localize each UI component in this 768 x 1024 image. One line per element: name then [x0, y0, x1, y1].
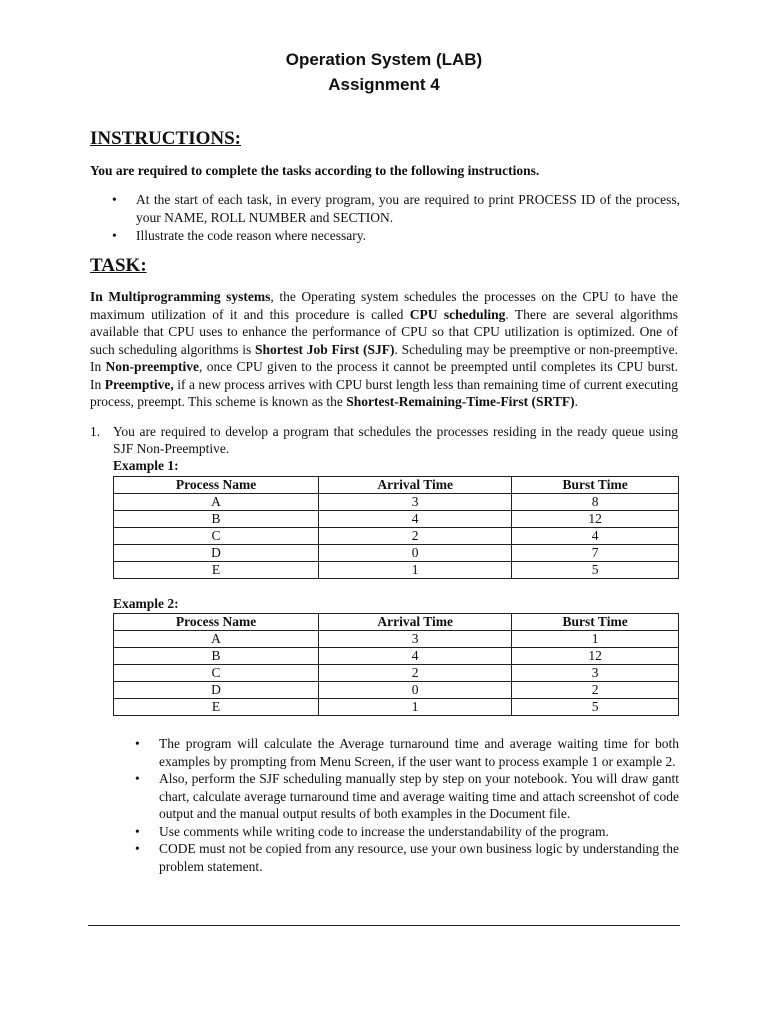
example1-label: Example 1:: [113, 458, 179, 473]
task-heading: TASK:: [90, 255, 147, 276]
term-cpu-scheduling: CPU scheduling: [409, 306, 506, 322]
column-header: Arrival Time: [319, 477, 512, 494]
table-cell: 7: [512, 545, 679, 562]
task-paragraph: [90, 288, 678, 411]
table-cell: 8: [512, 494, 679, 511]
table-cell: 0: [319, 682, 512, 699]
table-cell: 12: [512, 648, 679, 665]
table-row: [114, 648, 679, 665]
table-cell: 5: [512, 562, 679, 579]
notes-list: [133, 735, 679, 875]
table-cell: 2: [319, 665, 512, 682]
table-cell: 1: [319, 562, 512, 579]
task-text: . There are several algorithms available that CPU uses to enhance the performance of CPU so that CPU utilization is optimized. One of such scheduling algorithms is: [90, 306, 678, 357]
table-row: [114, 545, 679, 562]
document-subtitle: Assignment 4: [328, 75, 440, 94]
table-cell: E: [114, 562, 319, 579]
table-cell: 2: [319, 528, 512, 545]
table-cell: 1: [512, 631, 679, 648]
term-preemptive: Preemptive,: [104, 376, 174, 392]
table-row: [114, 511, 679, 528]
term-sjf: Shortest Job First (SJF): [255, 341, 395, 357]
task-text: . Scheduling may be preemptive or non-preemptive. In: [90, 341, 678, 374]
table-row: [114, 562, 679, 579]
term-multiprogramming: In Multiprogramming systems: [90, 289, 271, 304]
example2-label: Example 2:: [113, 596, 179, 611]
example2-table: [113, 613, 679, 716]
item-number: 1.: [90, 424, 101, 439]
table-cell: 12: [512, 511, 679, 528]
table-row: [114, 631, 679, 648]
column-header: Process Name: [114, 614, 319, 631]
table-cell: 3: [512, 665, 679, 682]
column-header: Burst Time: [512, 477, 679, 494]
table-cell: 5: [512, 699, 679, 716]
instructions-heading: INSTRUCTIONS:: [90, 128, 241, 149]
table-cell: 4: [319, 648, 512, 665]
footer-rule: [88, 925, 680, 926]
example1-table: [113, 476, 679, 579]
table-cell: 4: [319, 511, 512, 528]
instructions-list: [110, 191, 680, 245]
note-item: • Use comments while writing code to increase the understandability of the program.: [133, 823, 679, 841]
table-cell: 1: [319, 699, 512, 716]
table-cell: C: [114, 528, 319, 545]
table-cell: 2: [512, 682, 679, 699]
instruction-item: • At the start of each task, in every program, you are required to print PROCESS ID of the process, your NAME, ROLL NUMBER and SECTION.: [110, 191, 680, 227]
table-cell: 3: [319, 494, 512, 511]
column-header: Burst Time: [512, 614, 679, 631]
table-header-row: [114, 614, 679, 631]
table-cell: B: [114, 648, 319, 665]
note-item: • CODE must not be copied from any resource, use your own business logic by understanding the problem statement.: [133, 840, 679, 875]
note-item: • Also, perform the SJF scheduling manually step by step on your notebook. You will draw gantt chart, calculate average turnaround time and average waiting time and attach screenshot of code output and the manual output results of both examples in the Document file.: [133, 770, 679, 823]
table-row: [114, 699, 679, 716]
document-title: Operation System (LAB): [285, 50, 483, 69]
table-cell: A: [114, 494, 319, 511]
task-text: if a new process arrives with CPU burst length less than remaining time of current executing process, preempt. This scheme is known as the: [90, 376, 679, 409]
table-header-row: [114, 477, 679, 494]
term-srtf: Shortest-Remaining-Time-First (SRTF): [346, 394, 575, 409]
column-header: Process Name: [114, 477, 319, 494]
column-header: Arrival Time: [319, 614, 512, 631]
instructions-lead: You are required to complete the tasks according to the following instructions.: [90, 163, 540, 178]
table-row: [114, 682, 679, 699]
table-cell: B: [114, 511, 319, 528]
instruction-item: • Illustrate the code reason where necessary.: [110, 227, 680, 245]
task-text: , the Operating system schedules the processes on the CPU to have the maximum utilization of it and this procedure is called: [90, 289, 678, 322]
task-text: , once CPU given to the process it cannot be preempted until completes its CPU burst. In: [90, 359, 679, 392]
note-item: • The program will calculate the Average turnaround time and average waiting time for both examples by prompting from Menu Screen, if the user want to process example 1 or example 2.: [133, 735, 679, 770]
table-cell: D: [114, 682, 319, 699]
table-cell: E: [114, 699, 319, 716]
table-row: [114, 494, 679, 511]
table-cell: C: [114, 665, 319, 682]
term-non-preemptive: Non-preemptive: [105, 359, 200, 374]
table-row: [114, 528, 679, 545]
task-item-1: [90, 423, 678, 457]
table-cell: 4: [512, 528, 679, 545]
table-cell: 0: [319, 545, 512, 562]
table-cell: A: [114, 631, 319, 648]
item-text: You are required to develop a program that schedules the processes residing in the ready queue using SJF Non-Preemptive.: [113, 424, 678, 456]
table-cell: D: [114, 545, 319, 562]
table-row: [114, 665, 679, 682]
table-cell: 3: [319, 631, 512, 648]
task-text: .: [574, 394, 578, 409]
